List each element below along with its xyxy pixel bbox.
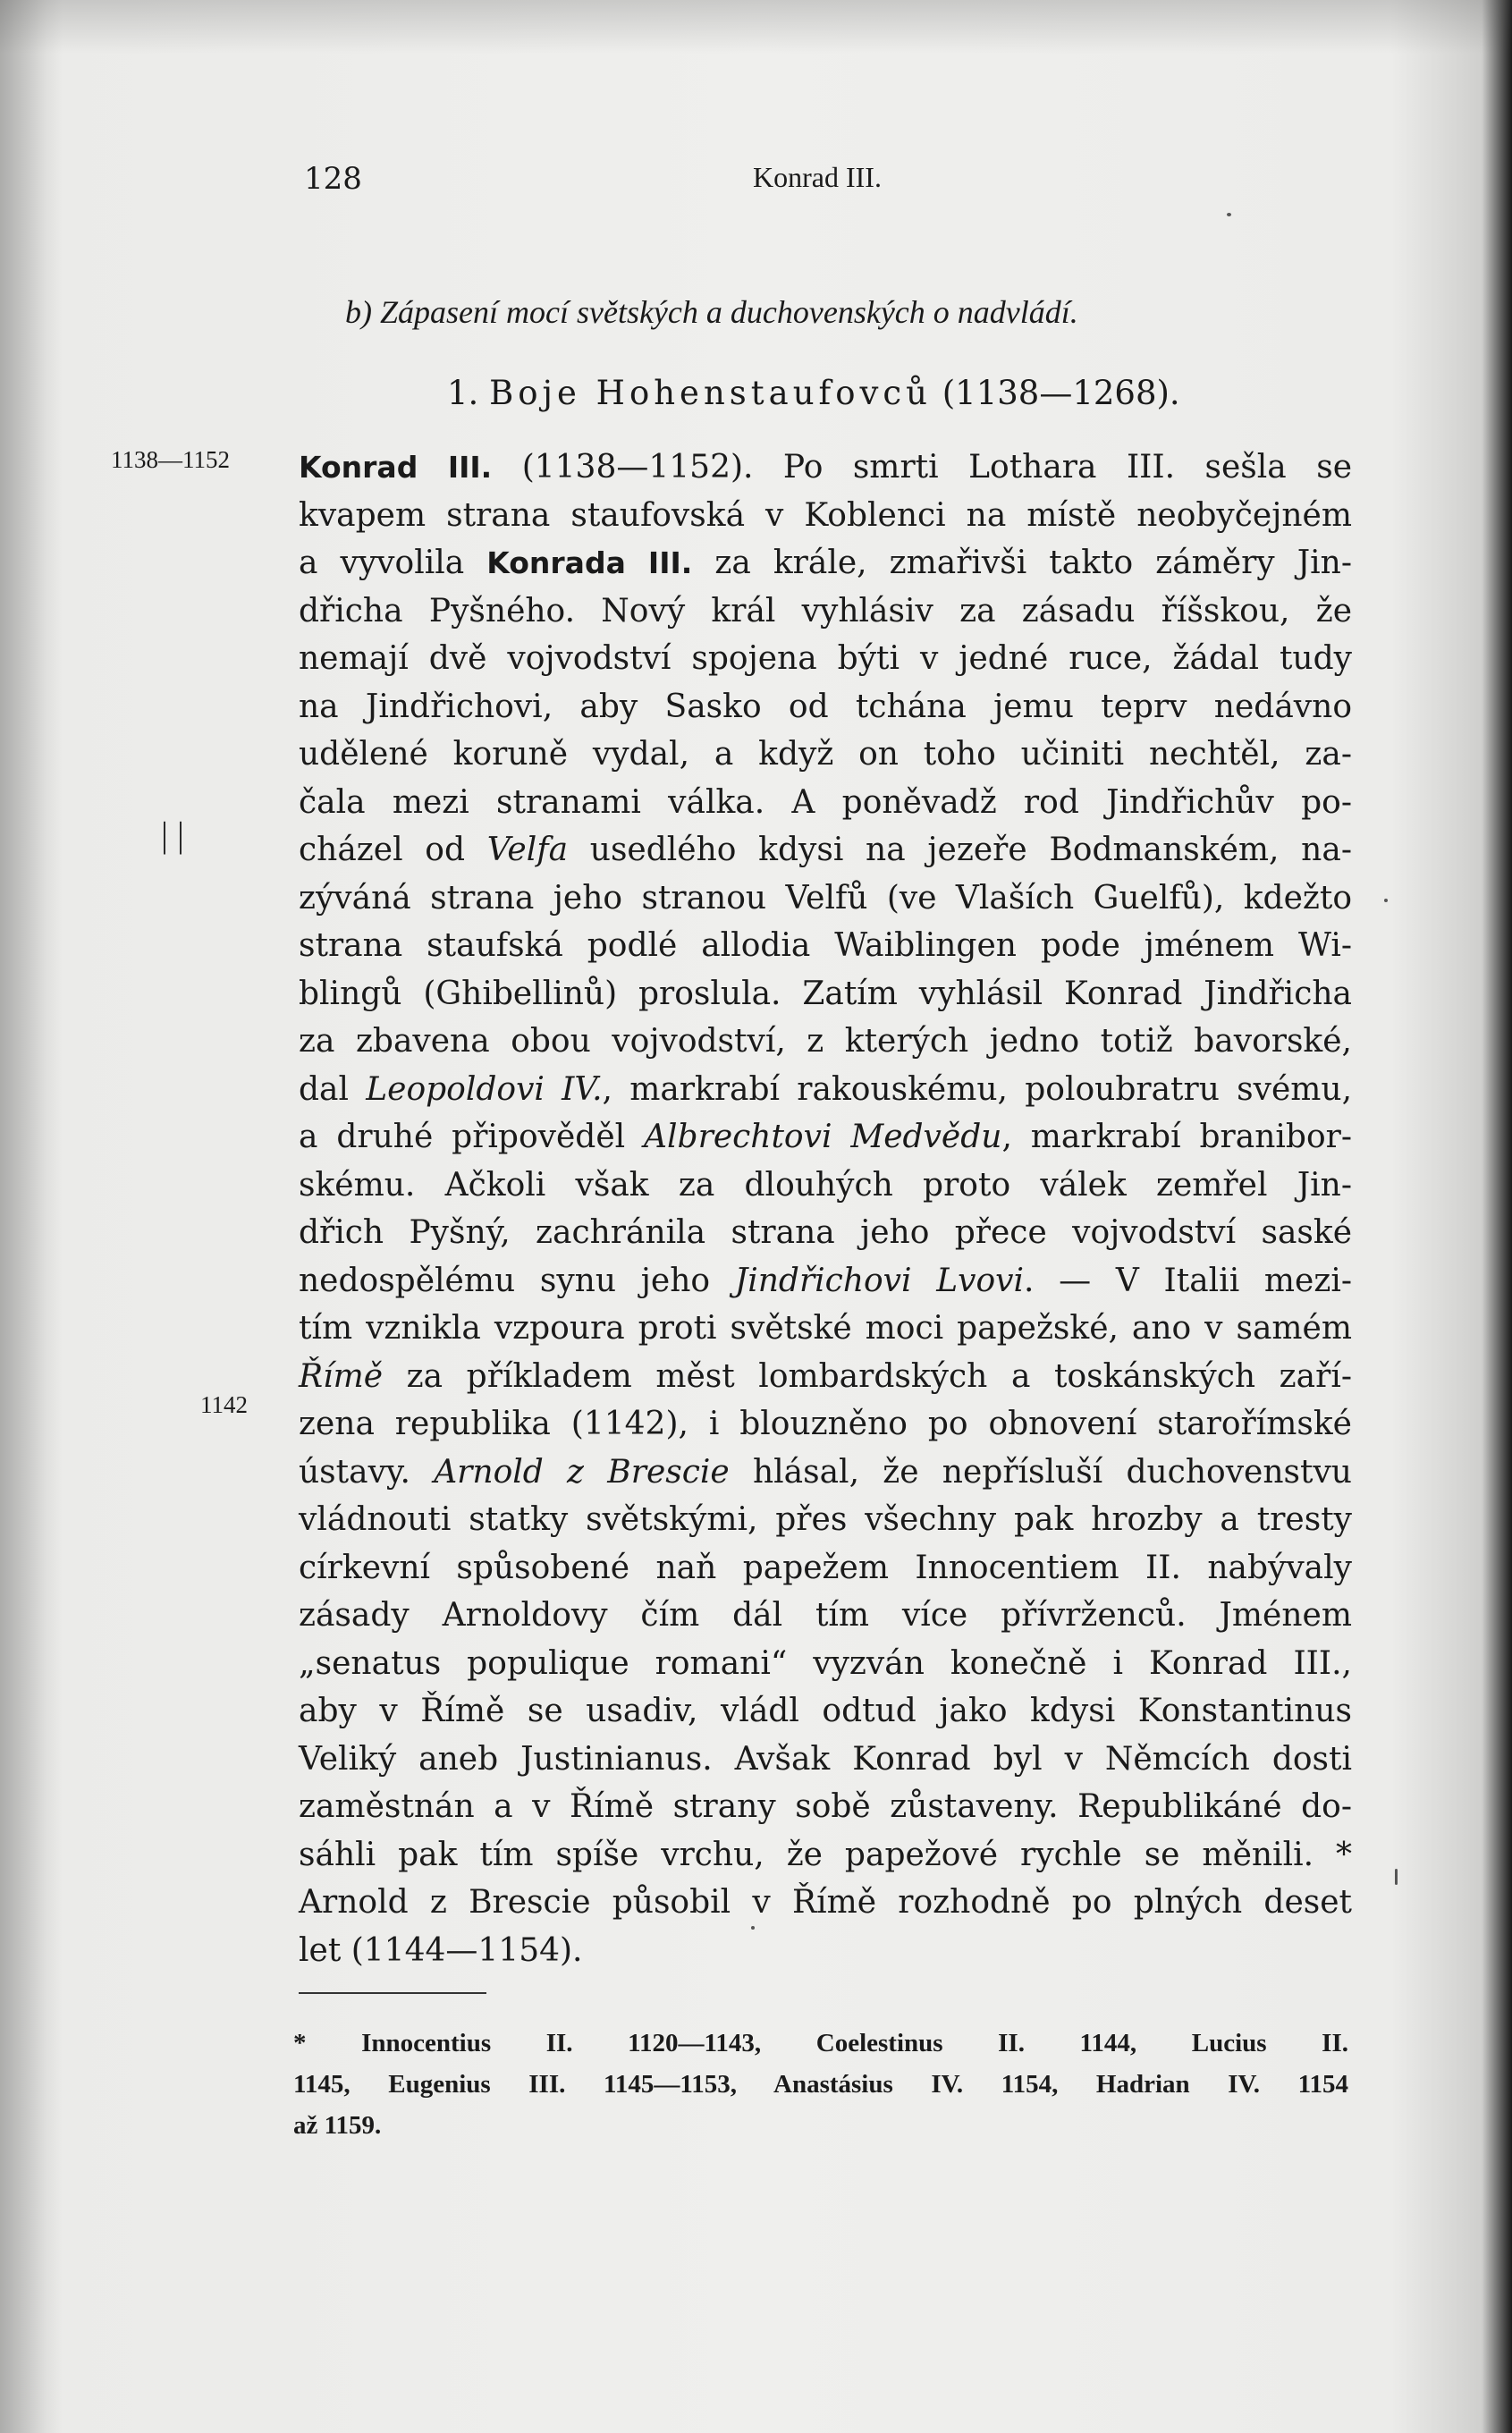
- italic-name: Albrechtovi Medvědu: [644, 1119, 1002, 1155]
- body-line: aby v Římě se usadiv, vládl odtud jako kdysi Konstantinus: [299, 1693, 1352, 1729]
- section-title: Boje Hohenstaufovců: [489, 374, 932, 412]
- body-line: dal Leopoldovi IV., markrabí rakouskému, poloubratru svému,: [299, 1070, 1353, 1108]
- body-line: a vyvolila Konrada III. za krále, zmařivši takto záměry Jin-: [299, 545, 1352, 581]
- body-line: za zbavena obou vojvodství, z kterých jedno totiž bavorské,: [299, 1023, 1352, 1060]
- running-title: Konrad III.: [753, 161, 882, 193]
- body-line: vládnouti statky světskými, přes všechny pak hrozby a tresty: [299, 1501, 1352, 1538]
- footnote-rule: [299, 1992, 486, 1994]
- margin-note-year: 1142: [200, 1391, 248, 1418]
- stray-margin-mark: | |: [161, 815, 185, 855]
- body-line: „senatus populique romani“ vyzván konečně i Konrad III.,: [299, 1644, 1352, 1682]
- body-line: nemají dvě vojvodství spojena býti v jedné ruce, žádal tudy: [299, 640, 1352, 677]
- footnote-line: až 1159.: [293, 2111, 382, 2140]
- body-line: Konrad III. (1138—1152). Po smrti Lothara III. sešla se: [299, 449, 1353, 486]
- body-text: [299, 444, 1352, 1974]
- body-line: zaměstnán a v Římě strany sobě zůstaveny. Republikáné do-: [299, 1788, 1352, 1825]
- body-line: dřich Pyšný, zachránila strana jeho přece vojvodství saské: [299, 1214, 1352, 1251]
- body-line: let (1144—1154).: [299, 1931, 583, 1969]
- footnote-line: * Innocentius II. 1120—1143, Coelestinus II. 1144, Lucius II.: [293, 2029, 1348, 2057]
- italic-name: Jindřichovi Lvovi: [734, 1262, 1024, 1299]
- body-line: zena republika (1142), i blouzněno po obnovení starořímské: [299, 1406, 1352, 1442]
- bold-name: Konrad III.: [299, 450, 493, 485]
- body-line: Arnold z Brescie působil v Římě rozhodně po plných deset: [299, 1884, 1352, 1921]
- page-number: 128: [304, 161, 362, 197]
- section-years: (1138—1268).: [942, 374, 1180, 412]
- body-line: a druhé připověděl Albrechtovi Medvědu, markrabí branibor-: [299, 1119, 1353, 1155]
- body-line: Římě za příkladem měst lombardských a toskánských zaří-: [299, 1357, 1352, 1395]
- body-line: ústavy. Arnold z Brescie hlásal, že nepřísluší duchovenstvu: [299, 1453, 1352, 1491]
- body-line: nedospělému synu jeho Jindřichovi Lvovi. — V Italii mezi-: [299, 1262, 1352, 1299]
- page-edge-shadow: [0, 0, 63, 2433]
- body-line: tím vznikla vzpoura proti světské moci papežské, ano v samém: [299, 1310, 1352, 1347]
- body-line: udělené koruně vydal, a když on toho učiniti nechtěl, za-: [299, 736, 1352, 773]
- bold-name: Konrada III.: [486, 545, 693, 580]
- body-line: Veliký aneb Justinianus. Avšak Konrad byl v Němcích dosti: [299, 1740, 1352, 1778]
- scan-speck: [1395, 1869, 1398, 1885]
- subsection-heading: b) Zápasení mocí světských a duchovenských o nadvládí.: [345, 294, 1078, 330]
- italic-name: Leopoldovi IV.: [366, 1070, 603, 1108]
- section-number: 1.: [447, 374, 479, 412]
- body-line: církevní spůsobené naň papežem Innocentiem II. nabývaly: [299, 1549, 1352, 1586]
- body-line: strana staufská podlé allodia Waiblingen pode jménem Wi-: [299, 927, 1352, 964]
- body-line: na Jindřichovi, aby Sasko od tchána jemu teprv nedávno: [299, 688, 1352, 725]
- footnote-line: 1145, Eugenius III. 1145—1153, Anastásius IV. 1154, Hadrian IV. 1154: [293, 2070, 1348, 2099]
- body-line: blingů (Ghibellinů) proslula. Zatím vyhlásil Konrad Jindřicha: [299, 975, 1352, 1012]
- scan-speck: [751, 1926, 755, 1930]
- scan-speck: [1227, 213, 1231, 216]
- body-line: cházel od Velfa usedlého kdysi na jezeře Bodmanském, na-: [299, 832, 1352, 868]
- scan-speck: [1384, 899, 1388, 902]
- body-line: dřicha Pyšného. Nový král vyhlásiv za zásadu říšskou, že: [299, 592, 1352, 629]
- body-line: sáhli pak tím spíše vrchu, že papežové rychle se měnili. *: [299, 1836, 1352, 1873]
- body-line: čala mezi stranami válka. A poněvadž rod Jindřichův po-: [299, 783, 1352, 821]
- body-line: zýváná strana jeho stranou Velfů (ve Vlaších Guelfů), kdežto: [299, 879, 1352, 917]
- body-line: zásady Arnoldovy čím dál tím více přívrženců. Jménem: [299, 1597, 1352, 1634]
- footnotes: [293, 2023, 1348, 2146]
- body-line: kvapem strana staufovská v Koblenci na místě neobyčejném: [299, 496, 1352, 534]
- body-line: skému. Ačkoli však za dlouhých proto válek zemřel Jin-: [299, 1166, 1352, 1204]
- section-heading: [447, 374, 1180, 412]
- page-top-shadow: [0, 0, 1512, 54]
- italic-name: Římě: [299, 1357, 384, 1395]
- italic-name: Arnold z Brescie: [434, 1453, 730, 1491]
- margin-note-years: 1138—1152: [111, 446, 230, 473]
- italic-name: Velfa: [486, 832, 569, 868]
